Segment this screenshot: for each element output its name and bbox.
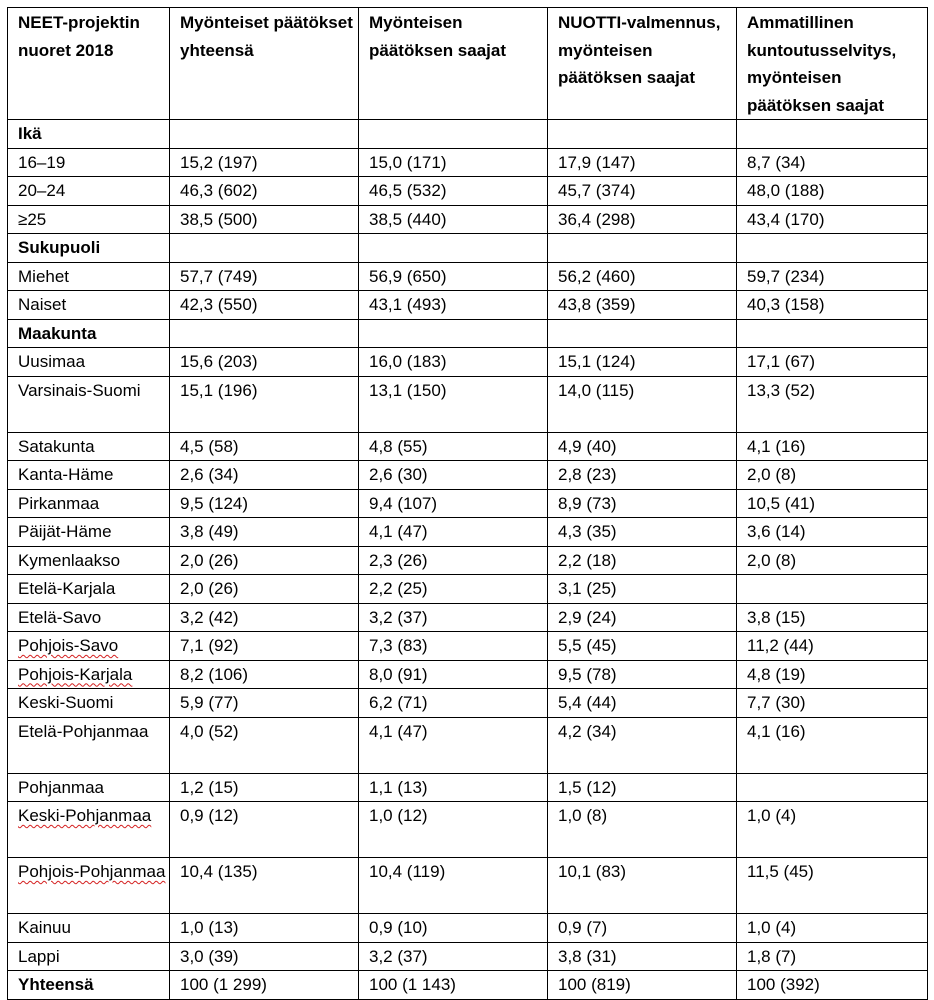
value-cell bbox=[170, 120, 359, 149]
cell-value: 2,0 (26) bbox=[180, 550, 239, 570]
row-label-spellcheck: Pohjois-Savo bbox=[18, 636, 119, 655]
value-cell bbox=[359, 518, 548, 547]
cell-value: 4,2 (34) bbox=[558, 721, 617, 741]
value-cell bbox=[359, 177, 548, 206]
cell-value: 2,3 (26) bbox=[369, 550, 428, 570]
value-cell bbox=[737, 432, 928, 461]
cell-value: 40,3 (158) bbox=[747, 295, 825, 314]
row-label-spellcheck: Pohjois-Pohjanmaa bbox=[18, 862, 166, 881]
value-cell bbox=[170, 319, 359, 348]
table-row bbox=[8, 291, 928, 320]
value-cell bbox=[737, 148, 928, 177]
table-row bbox=[8, 262, 928, 291]
row-label: 16–19 bbox=[18, 152, 66, 172]
value-cell bbox=[548, 575, 737, 604]
table-header-row bbox=[8, 8, 928, 120]
value-cell bbox=[548, 914, 737, 943]
value-cell bbox=[737, 376, 928, 432]
cell-value: 10,4 (135) bbox=[180, 862, 258, 881]
value-cell bbox=[548, 262, 737, 291]
value-cell bbox=[170, 942, 359, 971]
row-label: Ikä bbox=[18, 124, 42, 143]
cell-value: 56,2 (460) bbox=[558, 266, 636, 286]
value-cell bbox=[170, 518, 359, 547]
value-cell bbox=[548, 319, 737, 348]
value-cell bbox=[548, 376, 737, 432]
header-label: Myönteisen päätöksen saajat bbox=[369, 13, 507, 60]
header-cell bbox=[8, 8, 170, 120]
row-label-cell bbox=[8, 489, 170, 518]
cell-value: 13,3 (52) bbox=[747, 380, 816, 400]
row-label: Naiset bbox=[18, 295, 67, 314]
value-cell bbox=[737, 291, 928, 320]
cell-value: 4,8 (55) bbox=[369, 436, 428, 456]
table-row bbox=[8, 914, 928, 943]
table-row bbox=[8, 518, 928, 547]
value-cell bbox=[170, 546, 359, 575]
value-cell bbox=[548, 518, 737, 547]
value-cell bbox=[737, 262, 928, 291]
value-cell bbox=[170, 205, 359, 234]
value-cell bbox=[359, 660, 548, 689]
header-cell bbox=[359, 8, 548, 120]
value-cell bbox=[548, 546, 737, 575]
cell-value: 10,1 (83) bbox=[558, 862, 627, 881]
row-label-cell bbox=[8, 546, 170, 575]
row-label: Keski-Suomi bbox=[18, 693, 114, 712]
value-cell bbox=[170, 234, 359, 263]
cell-value: 2,0 (26) bbox=[180, 579, 239, 598]
value-cell bbox=[548, 603, 737, 632]
value-cell bbox=[359, 148, 548, 177]
cell-value: 42,3 (550) bbox=[180, 295, 258, 314]
value-cell bbox=[548, 348, 737, 377]
header-label: Ammatillinen kuntoutusselvitys, myönteisen päätöksen saajat bbox=[747, 13, 897, 115]
value-cell bbox=[170, 432, 359, 461]
value-cell bbox=[359, 262, 548, 291]
cell-value: 1,1 (13) bbox=[369, 777, 428, 797]
value-cell bbox=[548, 489, 737, 518]
value-cell bbox=[170, 632, 359, 661]
value-cell bbox=[737, 575, 928, 604]
value-cell bbox=[359, 603, 548, 632]
row-label-cell bbox=[8, 858, 170, 914]
neet-statistics-table bbox=[7, 7, 928, 1000]
row-label-cell bbox=[8, 234, 170, 263]
cell-value: 5,9 (77) bbox=[180, 693, 239, 712]
table-row bbox=[8, 546, 928, 575]
row-label: Etelä-Karjala bbox=[18, 579, 116, 598]
row-label-cell bbox=[8, 660, 170, 689]
table-row bbox=[8, 376, 928, 432]
row-label-cell bbox=[8, 262, 170, 291]
value-cell bbox=[359, 205, 548, 234]
cell-value: 9,5 (78) bbox=[558, 664, 617, 684]
value-cell bbox=[359, 773, 548, 802]
value-cell bbox=[170, 348, 359, 377]
value-cell bbox=[359, 971, 548, 1000]
row-label-cell bbox=[8, 575, 170, 604]
table-row bbox=[8, 802, 928, 858]
value-cell bbox=[548, 205, 737, 234]
cell-value: 2,6 (30) bbox=[369, 465, 428, 484]
cell-value: 3,2 (37) bbox=[369, 946, 428, 966]
cell-value: 8,0 (91) bbox=[369, 664, 428, 684]
row-label-spellcheck: Keski-Pohjanmaa bbox=[18, 806, 152, 825]
cell-value: 38,5 (500) bbox=[180, 209, 258, 229]
value-cell bbox=[548, 461, 737, 490]
value-cell bbox=[359, 689, 548, 718]
value-cell bbox=[359, 120, 548, 149]
cell-value: 0,9 (12) bbox=[180, 806, 239, 825]
cell-value: 14,0 (115) bbox=[558, 380, 635, 400]
cell-value: 10,4 (119) bbox=[369, 862, 446, 881]
cell-value: 8,2 (106) bbox=[180, 664, 249, 684]
cell-value: 57,7 (749) bbox=[180, 266, 258, 286]
value-cell bbox=[548, 632, 737, 661]
table-row bbox=[8, 689, 928, 718]
row-label: Kainuu bbox=[18, 918, 71, 937]
row-label-spellcheck: Pohjois-Karjala bbox=[18, 664, 133, 684]
row-label-cell bbox=[8, 120, 170, 149]
value-cell bbox=[737, 858, 928, 914]
value-cell bbox=[548, 802, 737, 858]
value-cell bbox=[548, 120, 737, 149]
value-cell bbox=[548, 942, 737, 971]
value-cell bbox=[170, 971, 359, 1000]
row-label: Satakunta bbox=[18, 436, 95, 456]
value-cell bbox=[170, 461, 359, 490]
value-cell bbox=[170, 773, 359, 802]
value-cell bbox=[548, 717, 737, 773]
cell-value: 2,0 (8) bbox=[747, 550, 797, 570]
table-row bbox=[8, 632, 928, 661]
value-cell bbox=[359, 546, 548, 575]
value-cell bbox=[737, 603, 928, 632]
table-row bbox=[8, 575, 928, 604]
value-cell bbox=[359, 858, 548, 914]
value-cell bbox=[170, 717, 359, 773]
value-cell bbox=[548, 177, 737, 206]
table-row bbox=[8, 942, 928, 971]
value-cell bbox=[170, 689, 359, 718]
row-label-cell bbox=[8, 376, 170, 432]
cell-value: 4,5 (58) bbox=[180, 436, 239, 456]
row-label: Uusimaa bbox=[18, 352, 86, 371]
value-cell bbox=[737, 177, 928, 206]
header-label: Myönteiset päätökset yhteensä bbox=[180, 13, 353, 60]
cell-value: 46,5 (532) bbox=[369, 181, 447, 200]
row-label-cell bbox=[8, 632, 170, 661]
row-label: Miehet bbox=[18, 266, 70, 286]
header-label: NEET-projektin nuoret 2018 bbox=[18, 13, 140, 60]
value-cell bbox=[170, 262, 359, 291]
cell-value: 8,9 (73) bbox=[558, 493, 617, 513]
cell-value: 9,4 (107) bbox=[369, 493, 438, 513]
value-cell bbox=[548, 148, 737, 177]
value-cell bbox=[737, 518, 928, 547]
value-cell bbox=[548, 689, 737, 718]
value-cell bbox=[548, 660, 737, 689]
cell-value: 15,2 (197) bbox=[180, 152, 258, 172]
value-cell bbox=[737, 489, 928, 518]
cell-value: 100 (819) bbox=[558, 975, 631, 994]
row-label-cell bbox=[8, 603, 170, 632]
value-cell bbox=[170, 660, 359, 689]
cell-value: 43,4 (170) bbox=[747, 209, 825, 229]
row-label-cell bbox=[8, 432, 170, 461]
cell-value: 4,1 (47) bbox=[369, 721, 428, 741]
row-label: Varsinais-Suomi bbox=[18, 380, 141, 400]
section-row bbox=[8, 120, 928, 149]
row-label: 20–24 bbox=[18, 181, 66, 200]
cell-value: 4,1 (47) bbox=[369, 522, 428, 541]
cell-value: 4,0 (52) bbox=[180, 721, 239, 741]
value-cell bbox=[737, 632, 928, 661]
cell-value: 7,7 (30) bbox=[747, 693, 806, 712]
cell-value: 5,4 (44) bbox=[558, 693, 617, 712]
cell-value: 2,2 (18) bbox=[558, 550, 617, 570]
value-cell bbox=[359, 914, 548, 943]
value-cell bbox=[359, 717, 548, 773]
cell-value: 1,0 (8) bbox=[558, 806, 608, 825]
table-row bbox=[8, 432, 928, 461]
value-cell bbox=[170, 914, 359, 943]
row-label-cell bbox=[8, 518, 170, 547]
table-row bbox=[8, 603, 928, 632]
cell-value: 3,2 (37) bbox=[369, 607, 428, 627]
table-row bbox=[8, 660, 928, 689]
value-cell bbox=[548, 858, 737, 914]
value-cell bbox=[359, 489, 548, 518]
row-label-cell bbox=[8, 319, 170, 348]
cell-value: 4,3 (35) bbox=[558, 522, 617, 541]
value-cell bbox=[359, 461, 548, 490]
table-row bbox=[8, 177, 928, 206]
cell-value: 15,6 (203) bbox=[180, 352, 258, 371]
cell-value: 11,2 (44) bbox=[747, 636, 814, 655]
row-label: Etelä-Pohjanmaa bbox=[18, 721, 149, 741]
cell-value: 38,5 (440) bbox=[369, 209, 447, 229]
cell-value: 1,0 (12) bbox=[369, 806, 428, 825]
value-cell bbox=[737, 717, 928, 773]
cell-value: 43,1 (493) bbox=[369, 295, 447, 314]
row-label-cell bbox=[8, 148, 170, 177]
cell-value: 7,3 (83) bbox=[369, 636, 428, 655]
table-row bbox=[8, 717, 928, 773]
cell-value: 8,7 (34) bbox=[747, 152, 806, 172]
table-row bbox=[8, 461, 928, 490]
value-cell bbox=[737, 461, 928, 490]
cell-value: 100 (392) bbox=[747, 975, 820, 994]
cell-value: 15,1 (124) bbox=[558, 352, 636, 371]
cell-value: 4,1 (16) bbox=[747, 436, 806, 456]
cell-value: 46,3 (602) bbox=[180, 181, 258, 200]
cell-value: 15,1 (196) bbox=[180, 380, 258, 400]
cell-value: 4,9 (40) bbox=[558, 436, 617, 456]
cell-value: 2,8 (23) bbox=[558, 465, 617, 484]
table-row bbox=[8, 205, 928, 234]
value-cell bbox=[359, 942, 548, 971]
row-label: Pirkanmaa bbox=[18, 493, 100, 513]
row-label: Maakunta bbox=[18, 323, 97, 343]
value-cell bbox=[548, 234, 737, 263]
section-row bbox=[8, 319, 928, 348]
cell-value: 3,0 (39) bbox=[180, 946, 239, 966]
value-cell bbox=[359, 291, 548, 320]
cell-value: 56,9 (650) bbox=[369, 266, 447, 286]
value-cell bbox=[359, 632, 548, 661]
row-label: Pohjanmaa bbox=[18, 777, 105, 797]
value-cell bbox=[737, 773, 928, 802]
cell-value: 13,1 (150) bbox=[369, 380, 447, 400]
header-label: NUOTTI-valmennus, myönteisen päätöksen saajat bbox=[558, 13, 721, 87]
cell-value: 1,2 (15) bbox=[180, 777, 239, 797]
row-label-cell bbox=[8, 802, 170, 858]
row-label-cell bbox=[8, 348, 170, 377]
row-label-cell bbox=[8, 914, 170, 943]
table-row bbox=[8, 348, 928, 377]
row-label-cell bbox=[8, 291, 170, 320]
table-row bbox=[8, 773, 928, 802]
cell-value: 3,1 (25) bbox=[558, 579, 617, 598]
value-cell bbox=[548, 291, 737, 320]
cell-value: 2,0 (8) bbox=[747, 465, 797, 484]
value-cell bbox=[737, 971, 928, 1000]
value-cell bbox=[170, 603, 359, 632]
value-cell bbox=[737, 942, 928, 971]
cell-value: 1,8 (7) bbox=[747, 946, 797, 966]
cell-value: 0,9 (7) bbox=[558, 918, 608, 937]
header-cell bbox=[737, 8, 928, 120]
cell-value: 17,9 (147) bbox=[558, 152, 636, 172]
cell-value: 3,6 (14) bbox=[747, 522, 806, 541]
table-row bbox=[8, 858, 928, 914]
header-cell bbox=[548, 8, 737, 120]
cell-value: 2,9 (24) bbox=[558, 607, 617, 627]
cell-value: 7,1 (92) bbox=[180, 636, 239, 655]
value-cell bbox=[359, 432, 548, 461]
value-cell bbox=[737, 546, 928, 575]
cell-value: 10,5 (41) bbox=[747, 493, 816, 513]
row-label-cell bbox=[8, 942, 170, 971]
cell-value: 5,5 (45) bbox=[558, 636, 617, 655]
table-row bbox=[8, 148, 928, 177]
row-label: Etelä-Savo bbox=[18, 607, 102, 627]
row-label: Kymenlaakso bbox=[18, 550, 121, 570]
value-cell bbox=[737, 120, 928, 149]
value-cell bbox=[737, 319, 928, 348]
value-cell bbox=[548, 971, 737, 1000]
value-cell bbox=[359, 348, 548, 377]
cell-value: 48,0 (188) bbox=[747, 181, 825, 200]
cell-value: 1,5 (12) bbox=[558, 777, 617, 797]
cell-value: 2,2 (25) bbox=[369, 579, 428, 598]
value-cell bbox=[737, 914, 928, 943]
value-cell bbox=[170, 858, 359, 914]
table-row bbox=[8, 489, 928, 518]
row-label: Sukupuoli bbox=[18, 238, 101, 257]
row-label-cell bbox=[8, 773, 170, 802]
value-cell bbox=[170, 489, 359, 518]
value-cell bbox=[170, 148, 359, 177]
value-cell bbox=[359, 376, 548, 432]
cell-value: 43,8 (359) bbox=[558, 295, 636, 314]
cell-value: 16,0 (183) bbox=[369, 352, 447, 371]
row-label-cell bbox=[8, 717, 170, 773]
value-cell bbox=[359, 234, 548, 263]
value-cell bbox=[737, 660, 928, 689]
value-cell bbox=[170, 291, 359, 320]
cell-value: 4,1 (16) bbox=[747, 721, 806, 741]
cell-value: 1,0 (4) bbox=[747, 806, 797, 825]
row-label-cell bbox=[8, 689, 170, 718]
cell-value: 0,9 (10) bbox=[369, 918, 428, 937]
section-row bbox=[8, 234, 928, 263]
value-cell bbox=[359, 575, 548, 604]
cell-value: 1,0 (4) bbox=[747, 918, 797, 937]
row-label-cell bbox=[8, 205, 170, 234]
cell-value: 11,5 (45) bbox=[747, 862, 814, 881]
value-cell bbox=[548, 773, 737, 802]
value-cell bbox=[170, 802, 359, 858]
cell-value: 36,4 (298) bbox=[558, 209, 636, 229]
table-container bbox=[7, 7, 928, 1000]
value-cell bbox=[737, 234, 928, 263]
cell-value: 2,6 (34) bbox=[180, 465, 239, 484]
row-label: Yhteensä bbox=[18, 975, 94, 994]
cell-value: 4,8 (19) bbox=[747, 664, 806, 684]
cell-value: 45,7 (374) bbox=[558, 181, 636, 200]
cell-value: 1,0 (13) bbox=[180, 918, 239, 937]
cell-value: 100 (1 143) bbox=[369, 975, 456, 994]
cell-value: 17,1 (67) bbox=[747, 352, 816, 371]
value-cell bbox=[737, 205, 928, 234]
cell-value: 3,8 (15) bbox=[747, 607, 806, 627]
value-cell bbox=[170, 575, 359, 604]
value-cell bbox=[170, 177, 359, 206]
cell-value: 3,8 (31) bbox=[558, 946, 617, 966]
value-cell bbox=[737, 689, 928, 718]
row-label: ≥25 bbox=[18, 209, 47, 229]
header-cell bbox=[170, 8, 359, 120]
row-label: Päijät-Häme bbox=[18, 522, 112, 541]
cell-value: 15,0 (171) bbox=[369, 152, 447, 172]
cell-value: 100 (1 299) bbox=[180, 975, 267, 994]
value-cell bbox=[170, 376, 359, 432]
row-label-cell bbox=[8, 971, 170, 1000]
cell-value: 9,5 (124) bbox=[180, 493, 249, 513]
cell-value: 6,2 (71) bbox=[369, 693, 428, 712]
row-label: Lappi bbox=[18, 946, 60, 966]
row-label: Kanta-Häme bbox=[18, 465, 114, 484]
row-label-cell bbox=[8, 177, 170, 206]
cell-value: 3,2 (42) bbox=[180, 607, 239, 627]
value-cell bbox=[737, 802, 928, 858]
value-cell bbox=[359, 802, 548, 858]
cell-value: 3,8 (49) bbox=[180, 522, 239, 541]
value-cell bbox=[737, 348, 928, 377]
total-row bbox=[8, 971, 928, 1000]
row-label-cell bbox=[8, 461, 170, 490]
value-cell bbox=[548, 432, 737, 461]
value-cell bbox=[359, 319, 548, 348]
cell-value: 59,7 (234) bbox=[747, 266, 825, 286]
